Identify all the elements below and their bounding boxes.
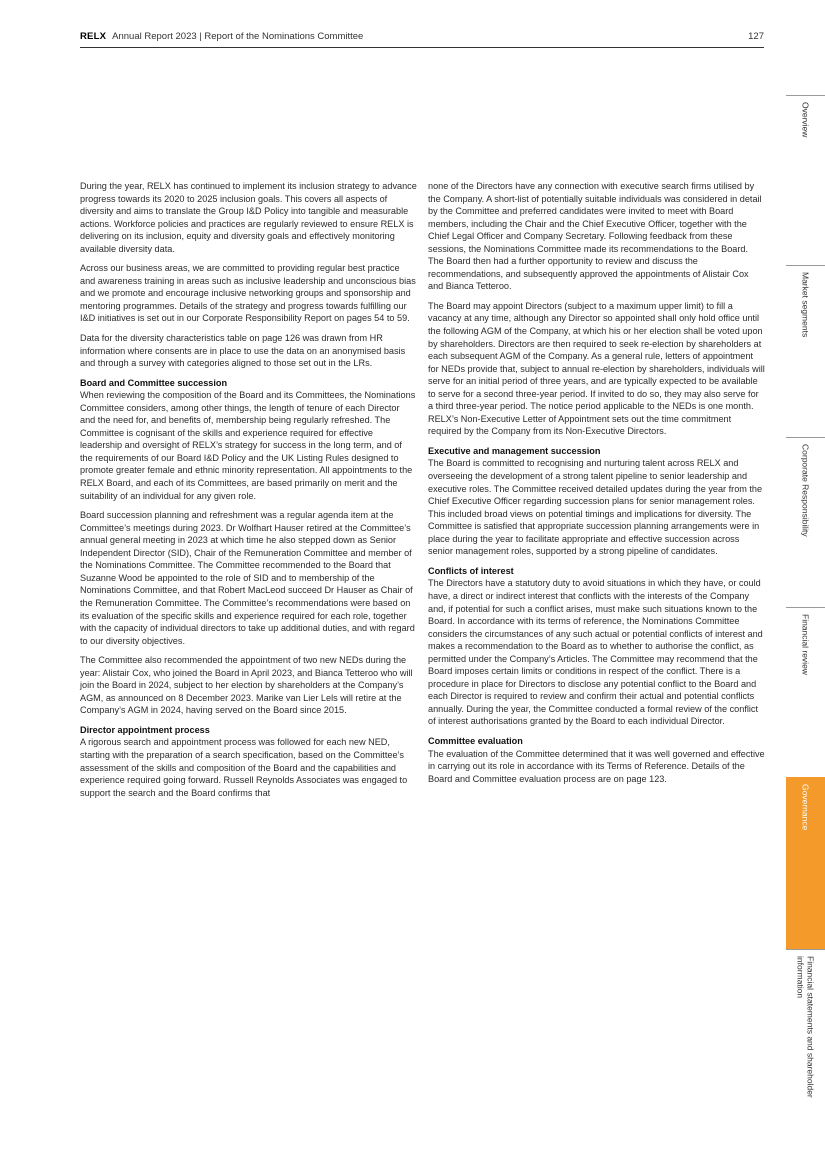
paragraph: Board succession planning and refreshment was a regular agenda item at the Committee’s meetings during 2023. Dr Wolfhart Hauser retired at the Committee’s annual general meeting in 2023 at which time he also stepped down as Senior Independent Director (SID), Chair of the Remuneration Committee and member of the Nominations Committee. The Committee recommended to the Board that Suzanne Wood be appointed to the role of SID and to membership of the Nominations Committee, and that Robert MacLeod succeed Dr Hauser as Chair of the Remuneration Committee. The Committee’s recommendations were based on its evaluation of the specific skills and experience required for each role, together with the capacity of individual directors to take up additional duties, and with regard to our diversity objectives. [80,510,415,646]
section-heading-director-appointment: Director appointment process [80,724,210,735]
right-column [428,180,765,792]
page-header [80,31,764,48]
paragraph: Across our business areas, we are committed to providing regular best practice and awareness training in areas such as inclusive leadership and unconscious bias and we promote and encourage inclusive networking groups and sponsorship and mentoring programmes. Details of the strategy and progress towards fulfilling our I&D initiatives is set out in our Corporate Responsibility Report on pages 54 to 59. [80,263,416,324]
brand-logo: RELX [80,31,107,42]
tab-financial-statements[interactable] [786,949,825,1125]
tab-governance[interactable] [786,777,825,949]
paragraph: The Board may appoint Directors (subject to a maximum upper limit) to fill a vacancy at any time, although any Director so appointed shall only hold office until the following AGM of the Company, at which his or her election shall be voted upon by shareholders. Directors are then required to seek re-election by shareholders at each subsequent AGM of the Company. As a general rule, letters of appointment for NEDs provide that, subject to annual re-election by shareholders, individuals will serve for an initial period of three years, and are typically expected to be available to serve for a second three-year period. If invited to do so, they may also serve for a third three-year period. The notice period applicable to the NEDs is one month. RELX’s Non-Executive Letter of Appointment sets out the time commitment required by the Company from its Non-Executive Directors. [428,300,765,437]
paragraph: Data for the diversity characteristics table on page 126 was drawn from HR information where consents are in place to use the data on an anonymised basis and through a survey with categories aligned to those set out in the LRs. [80,333,406,369]
tab-label: Overview [800,102,811,138]
tab-label: Corporate Responsibility [800,444,811,537]
paragraph: The evaluation of the Committee determined that it was well governed and effective in carrying out its role in accordance with its Terms of Reference. Details of the Board and Committee evaluation process are on page 123. [428,748,765,784]
tab-label: Market segments [800,272,811,338]
header-title: Annual Report 2023 | Report of the Nominations Committee [112,31,364,42]
tab-label: Governance [800,784,811,831]
tab-label: Financial statements and shareholder information [795,956,816,1098]
paragraph: During the year, RELX has continued to implement its inclusion strategy to advance progress towards its 2020 to 2025 inclusion goals. This covers all aspects of diversity and aims to translate the Group I&D Policy into tangible and measurable actions. Workforce policies and practices are regularly reviewed to ensure RELX is delivering on its inclusion, equity and diversity goals and effectively monitoring available diversity data. [80,181,417,254]
page-number: 127 [748,31,764,42]
left-column [80,180,417,806]
section-heading-board-succession: Board and Committee succession [80,377,228,388]
tab-overview[interactable] [786,95,825,265]
section-tabs [786,95,825,1125]
paragraph: The Directors have a statutory duty to avoid situations in which they have, or could have, a direct or indirect interest that conflicts with the interests of the Company and, if potential for such a conflict arises, must make such situations known to the Board. In accordance with its terms of reference, the Nominations Committee considers the circumstances of any such actual or potential conflicts of interest and makes a recommendation to the Board as to whether to authorise the conflict, as permitted under the Company’s Articles. The Committee may recommend that the Board imposes certain limits or conditions in respect of the conflict. There is a procedure in place for Directors to disclose any potential conflict to the Board and each Director is required to review and confirm their actual and potential conflicts annually. During the year, the Committee conducted a formal review of the conflict of interest authorisations granted by the Board to each individual Director. [428,578,763,727]
section-heading-committee-evaluation: Committee evaluation [428,735,523,746]
section-heading-conflicts: Conflicts of interest [428,565,514,576]
section-heading-executive-succession: Executive and management succession [428,445,601,456]
paragraph: The Committee also recommended the appointment of two new NEDs during the year: Alistair Cox, who joined the Board in April 2023, and Bianca Tetteroo who will join the Board in 2024, subject to her election by shareholders at the Company’s AGM, as announced on 8 December 2023. Marike van Lier Lels will retire at the Company’s AGM in 2024, having served on the Board since 2015. [80,655,413,716]
tab-label: Financial review [800,614,811,675]
tab-corporate-responsibility[interactable] [786,437,825,607]
paragraph: none of the Directors have any connection with executive search firms utilised by the Company. A short-list of potentially suitable individuals was considered in detail by the Committee and preferred candidates were invited to meet with Board members, including the Chair and the Chief Executive Officer, together with the Chief Legal Officer and Company Secretary. Following feedback from these sessions, the Nominations Committee made its recommendations to the Board. The Board then had a further opportunity to review and discuss the recommendations, and subsequently approved the appointments of Alistair Cox and Bianca Tetteroo. [428,181,762,292]
paragraph: The Board is committed to recognising and nurturing talent across RELX and overseeing the development of a strong talent pipeline to senior leadership and executive roles. The Committee received detailed updates during the year from the Chief Executive Officer regarding succession plans for senior management roles. This included broad views on potential timings and implications for diversity. The Committee is satisfied that appropriate succession planning arrangements were in place during the year to facilitate appropriate and effective succession across senior management roles, supported by a strong pipeline of candidates. [428,458,763,557]
paragraph: A rigorous search and appointment process was followed for each new NED, starting with the preparation of a search specification, based on the Committee’s assessment of the skills and composition of the Board and the capabilities and experience required going forward. Russell Reynolds Associates was engaged to support the search and the Board confirms that [80,737,408,798]
paragraph: When reviewing the composition of the Board and its Committees, the Nominations Committee considers, among other things, the length of tenure of each Director and the need for, and benefits of, membership being regularly refreshed. The Committee is cognisant of the skills and experience required for effective leadership and oversight of RELX’s strategy for success in the long term, and of the requirements of our Board I&D Policy and the UK Listing Rules designed to promote greater female and ethnic minority representation. All appointments to the RELX Board, and each of its Committees, are based primarily on merit and the suitability of an individual for any given role. [80,390,416,501]
tab-market-segments[interactable] [786,265,825,437]
tab-financial-review[interactable] [786,607,825,777]
